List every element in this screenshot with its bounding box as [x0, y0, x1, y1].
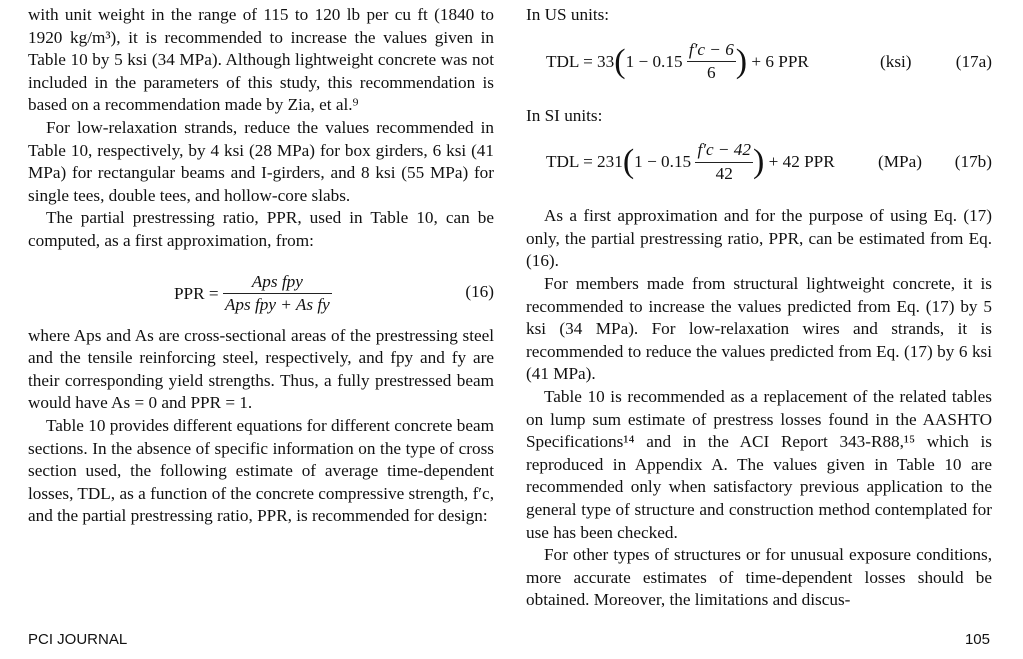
eq17b-numerator: f′c − 42 [695, 139, 753, 163]
eq17b-tag: (17b) [954, 152, 992, 172]
right-paragraph-4: For other types of structures or for unusual exposure conditions, more accurate estimates of time-dependent losses should be obtained. Moreover, the limitations and discus- [526, 545, 992, 610]
journal-name: PCI JOURNAL [28, 631, 128, 648]
si-units-label: In SI units: [526, 105, 603, 125]
eq17a-denominator: 6 [707, 63, 716, 83]
left-paragraph-1: with unit weight in the range of 115 to 120 lb per cu ft (1840 to 1920 kg/m³), it is recommended to increase the values given in Table 10 by 5 ksi (34 MPa). Although lightweight concrete was not included in the parameters of this study, this recommendation is based on a recommendation made by Zia, et al.⁹ [28, 5, 494, 115]
eq17a-unit: (ksi) [880, 51, 912, 71]
left-paragraph-2: For low-relaxation strands, reduce the values recommended in Table 10, respectively, by 4 ksi (28 MPa) for box girders, 6 ksi (41 MPa) for rectangular beams and I-girders, and 8 ksi (55 MPa) for single tees, double tees, and hollow-core slabs. [28, 117, 494, 205]
eq16-numerator: Aps fpy [223, 271, 332, 295]
eq16-denominator: Aps fpy + As fy [224, 295, 330, 315]
eq17b-lhs: TDL = 231 [546, 151, 623, 171]
eq17b-unit: (MPa) [878, 152, 922, 172]
right-paragraph-1: As a first approximation and for the purpose of using Eq. (17) only, the partial prestressing ratio, PPR, can be estimated from Eq. (16). [526, 206, 992, 271]
left-paragraph-3: The partial prestressing ratio, PPR, used in Table 10, can be computed, as a first approximation, from: [28, 208, 494, 250]
equation-16 [28, 259, 494, 325]
eq17b-tail: + 42 PPR [768, 151, 835, 171]
right-column [526, 4, 992, 612]
eq17b-denominator: 42 [715, 163, 733, 183]
eq17a-tail: + 6 PPR [751, 51, 809, 71]
equation-17a: TDL = 33(1 − 0.15 $\frac{f'c - 6}{6}$ ) + 6 PPR (ksi) (17a) [526, 33, 992, 95]
eq16-lhs: PPR = [174, 283, 219, 303]
eq16-fraction [223, 271, 332, 317]
eq17b-inner: 1 − 0.15 [634, 151, 692, 171]
eq17a-lhs: TDL = 33 [546, 51, 615, 71]
us-units-label: In US units: [526, 5, 610, 24]
eq17a-numerator: f′c − 6 [687, 39, 736, 63]
left-paragraph-4: where Aps and As are cross-sectional areas of the prestressing steel and the tensile reinforcing steel, respectively, and fpy and fy are their corresponding yield strengths. Thus, a fully prestressed beam would have As = 0 and PPR = 1. [28, 325, 494, 413]
equation-17b: TDL = 231(1 − 0.15 $\frac{f'c - 42}{42}$ ) + 42 PPR (MPa) (17b) [526, 131, 992, 197]
left-paragraph-5: Table 10 provides different equations for different concrete beam sections. In the absence of specific information on the type of cross section used, the following estimate of average time-dependent losses, TDL, as a function of the concrete compressive strength, f′c, and the partial prestressing ratio, PPR, is recommended for design: [28, 415, 494, 526]
eq17a-tag: (17a) [955, 51, 992, 71]
right-paragraph-2: For members made from structural lightweight concrete, it is recommended to increase the values predicted from Eq. (17) by 5 ksi (34 MPa). For low-relaxation wires and strands, it is recommended to reduce the values predicted from Eq. (17) by 6 ksi (41 MPa). [526, 273, 992, 384]
right-paragraph-3: Table 10 is recommended as a replacement of the related tables on lump sum estimate of prestress losses found in the AASHTO Specifications¹⁴ and in the ACI Report 343-R88,¹⁵ which is reproduced in Appendix A. The values given in Table 10 are recommended only when satisfactory previous application to the general type of structure and construction method contemplated for use has been checked. [526, 386, 992, 542]
eq17b-fraction [695, 139, 753, 185]
left-column [28, 4, 494, 528]
page-number: 105 [964, 631, 990, 648]
eq16-tag: (16) [465, 281, 494, 301]
eq17a-inner: 1 − 0.15 [625, 51, 683, 71]
eq17a-fraction [687, 39, 736, 85]
